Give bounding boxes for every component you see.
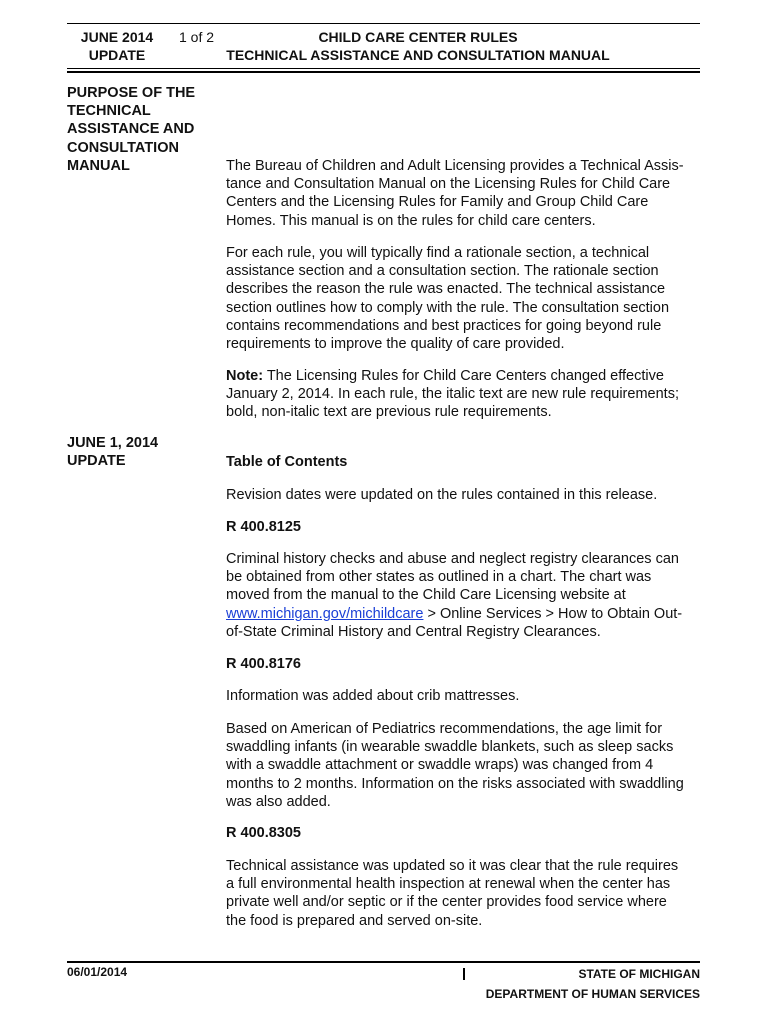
purpose-heading: PURPOSE OF THE TECHNICAL ASSISTANCE AND CONSULTATION MANUAL — [67, 85, 196, 174]
r8176-text-2: Based on American of Pediatrics recommendations, the age limit for swaddling infants (in wearable swaddle blankets, such as sleep sacks with a swaddle attachment or swaddle wraps) was changed from 4 months to 2 months. Information on the risks associated with swaddling was also added. — [226, 721, 684, 810]
footer-date: 06/01/2014 — [67, 965, 128, 979]
r8125-heading: R 400.8125 — [226, 519, 301, 535]
update-heading: JUNE 1, 2014 UPDATE — [67, 435, 159, 470]
footer-rule — [67, 961, 700, 963]
document-title: CHILD CARE CENTER RULES TECHNICAL ASSISTANCE AND CONSULTATION MANUAL — [226, 29, 610, 63]
header-bottom-rule-2 — [67, 71, 700, 73]
toc-text: Revision dates were updated on the rules contained in this release. — [226, 487, 658, 503]
purpose-paragraph-1: The Bureau of Children and Adult Licensing provides a Technical Assis- tance and Consultation Manual on the Licensing Rules for Child Care Centers and the Licensing Rules for Family and Group Child Care Homes. This manual is on the rules for child care centers. — [226, 158, 684, 229]
footer-department: STATE OF MICHIGAN DEPARTMENT OF HUMAN SERVICES — [485, 967, 700, 1001]
toc-heading: Table of Contents — [226, 454, 348, 470]
r8125-text: Criminal history checks and abuse and neglect registry clearances can be obtained from other states as outlined in a chart. The chart was moved from the manual to the Child Care Licensing website at www.michigan.gov/michildcare > Online Services > How to Obtain Out- of-State Criminal History and Central Registry Clearances. — [226, 551, 683, 640]
header-edition: JUNE 2014 UPDATE — [80, 29, 154, 63]
r8176-heading: R 400.8176 — [226, 656, 301, 672]
purpose-paragraph-2: For each rule, you will typically find a rationale section, a technical assistance section and a consultation section. The rationale section describes the reason the rule was enacted. The technical assistance section outlines how to comply with the rule. The consultation section contains recommendations and best practices for going beyond rule requirements to improve the quality of care provided. — [226, 245, 670, 353]
purpose-note: Note: The Licensing Rules for Child Care Centers changed effective January 2, 2014. In each rule, the italic text are new rule requirements; bold, non-italic text are previous rule requirements. — [226, 368, 679, 421]
r8305-text: Technical assistance was updated so it was clear that the rule requires a full environmental health inspection at renewal when the center has private well and/or septic or if the center provides food service where the food is prepared and served on-site. — [226, 858, 679, 929]
header-top-rule — [67, 23, 700, 24]
r8305-heading: R 400.8305 — [226, 825, 301, 841]
note-label: Note: — [226, 368, 264, 384]
header-bottom-rule — [67, 68, 700, 69]
page-number: 1 of 2 — [179, 29, 215, 45]
r8176-text-1: Information was added about crib mattresses. — [226, 688, 520, 704]
footer-change-bar — [463, 968, 465, 980]
michildcare-link[interactable]: www.michigan.gov/michildcare — [226, 605, 424, 622]
